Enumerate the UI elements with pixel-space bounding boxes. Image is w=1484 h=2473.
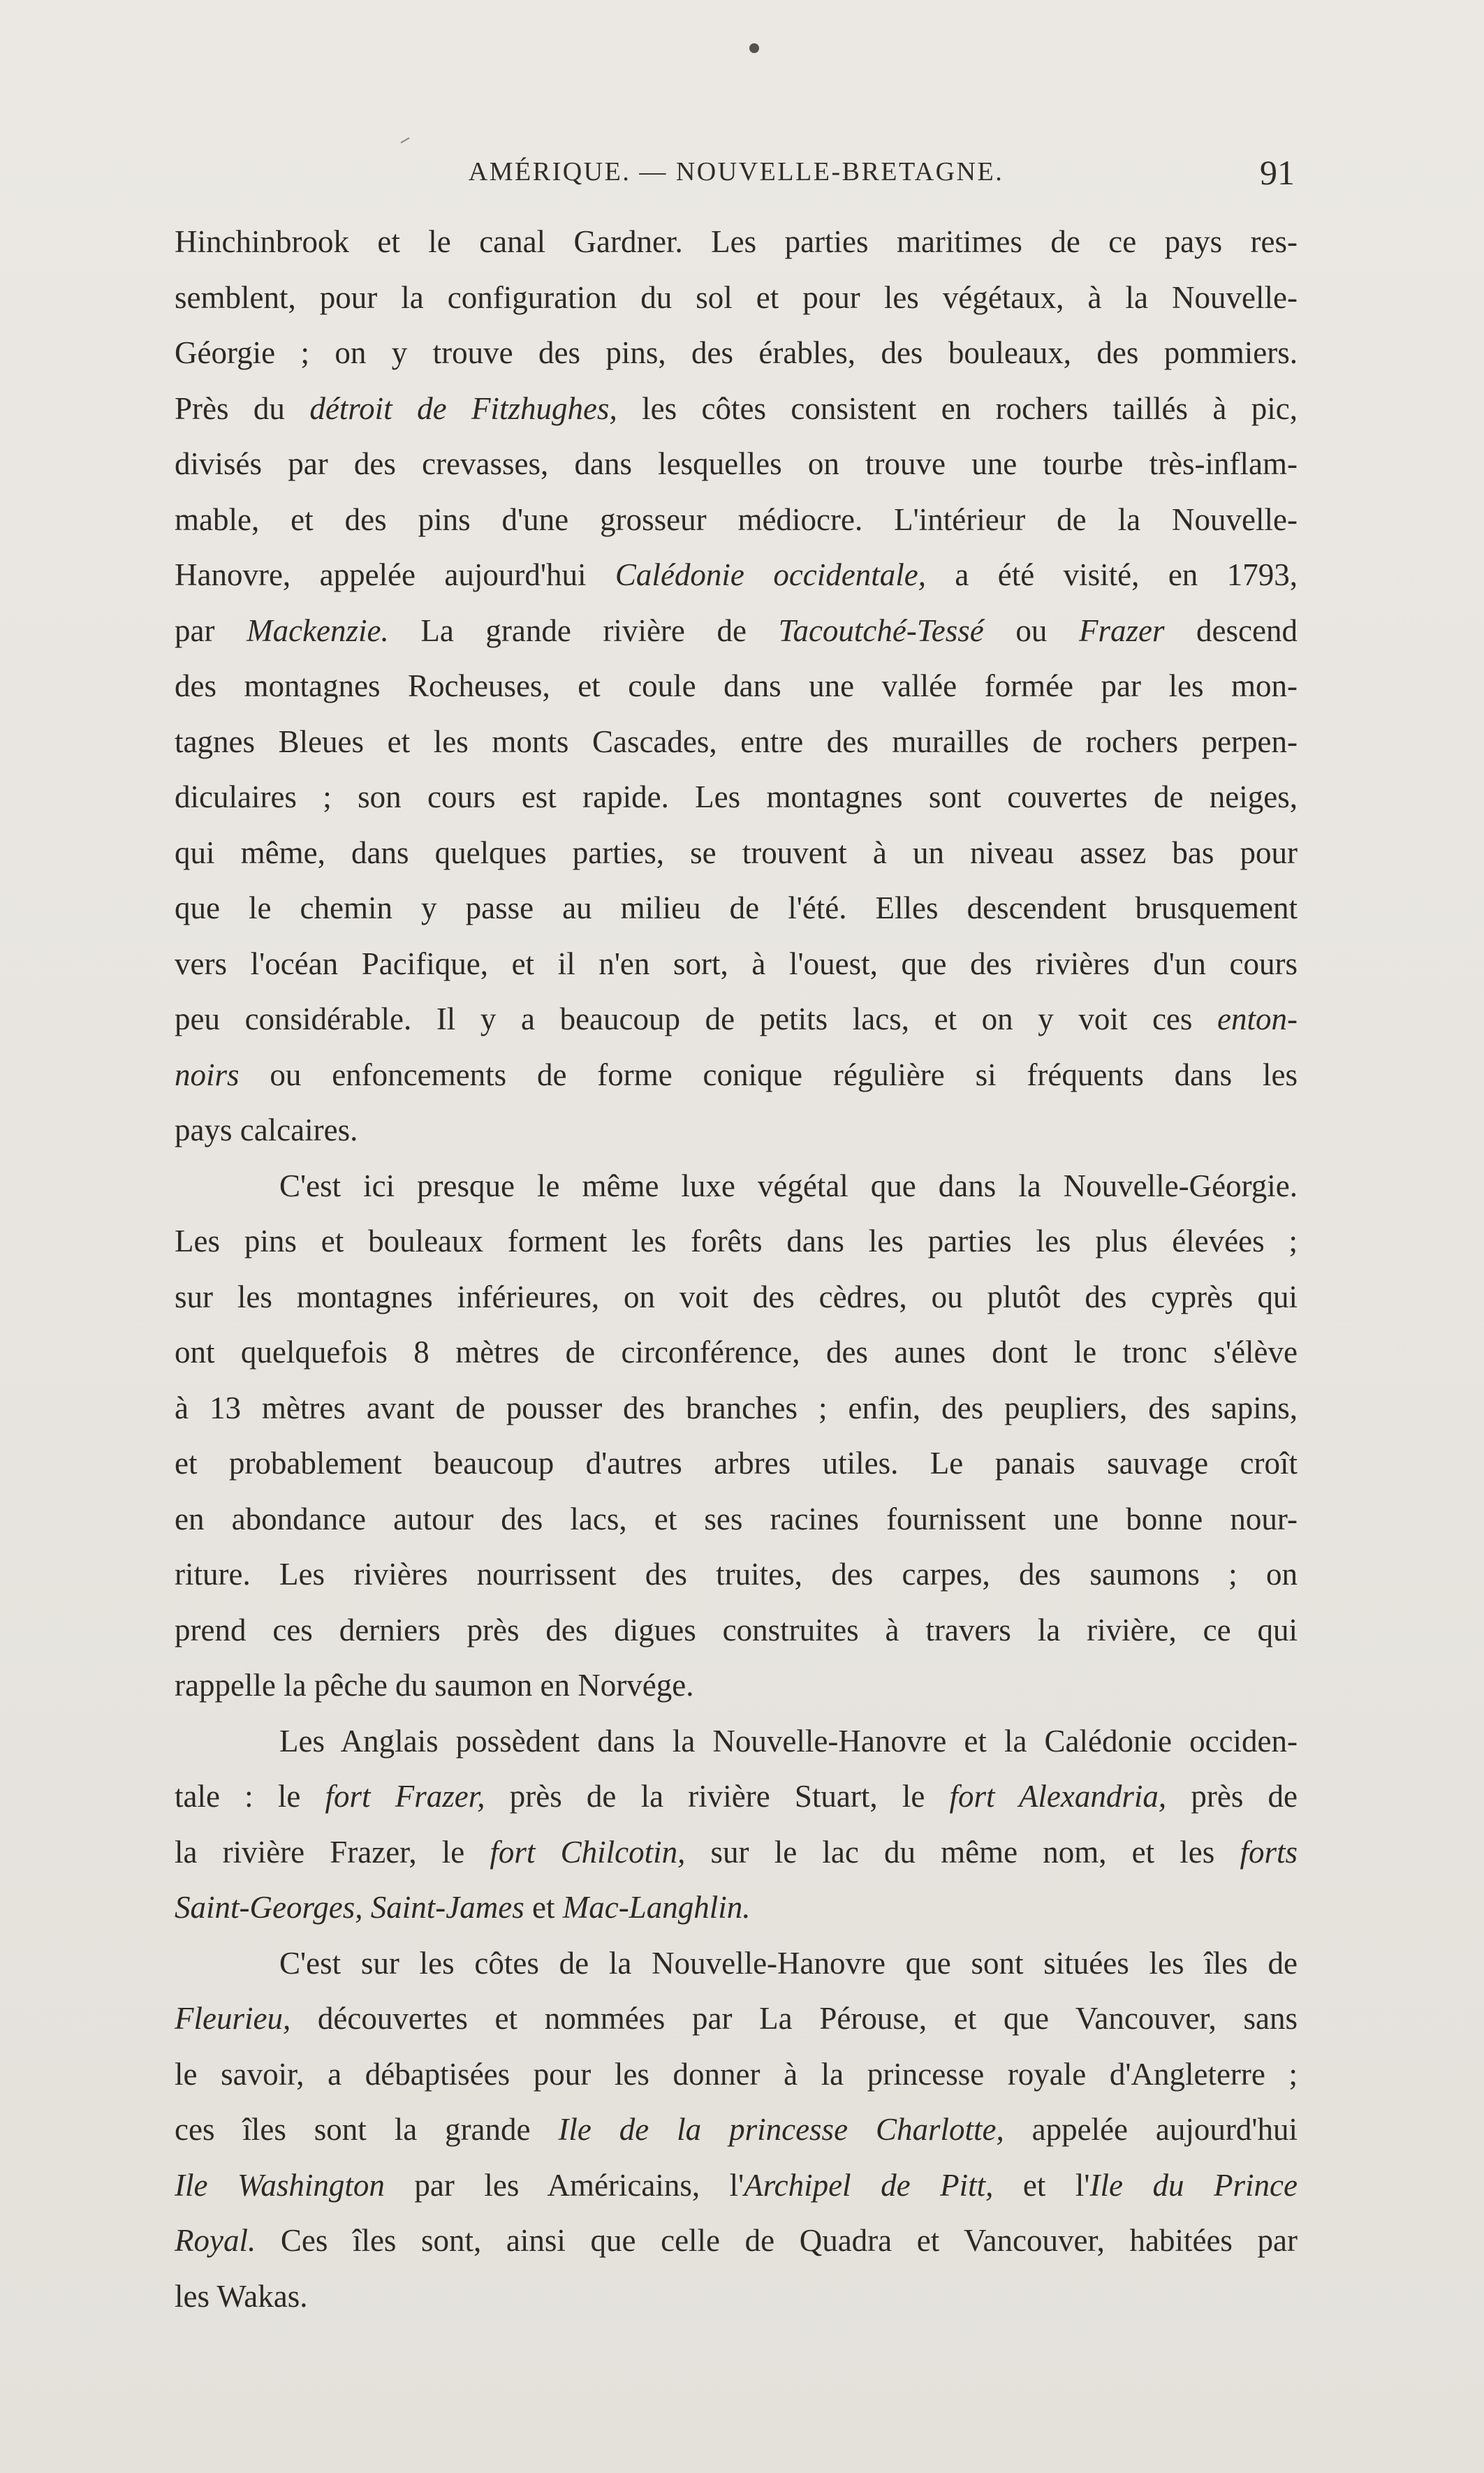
text-line — [175, 1603, 1298, 1659]
text-line — [175, 2158, 1298, 2214]
text-run: ces îles sont la grande — [175, 2112, 559, 2147]
text-line — [175, 2102, 1298, 2158]
body-text — [175, 214, 1298, 2324]
text-run: que le chemin y passe au milieu de l'été. Elles descendent brusquement — [175, 890, 1298, 925]
text-run: Les pins et bouleaux forment les forêts dans les parties les plus élevées ; — [175, 1224, 1298, 1258]
text-run: Hinchinbrook et le canal Gardner. Les parties maritimes de ce pays res- — [175, 224, 1298, 259]
text-run: riture. Les rivières nourrissent des truites, des carpes, des saumons ; on — [175, 1557, 1298, 1592]
text-run: pays calcaires. — [175, 1113, 358, 1147]
text-line — [175, 1159, 1298, 1215]
text-run: peu considérable. Il y a beaucoup de petits lacs, et on y voit ces — [175, 1001, 1218, 1036]
text-run: découvertes et nommées par La Pérouse, et que Vancouver, sans — [291, 2001, 1298, 2036]
text-line — [175, 1769, 1298, 1825]
ink-dot — [749, 43, 759, 53]
italic-run: Ile de la princesse Charlotte, — [558, 2112, 1004, 2147]
text-run: Géorgie ; on y trouve des pins, des érables, des bouleaux, des pommiers. — [175, 335, 1298, 370]
text-run: la rivière Frazer, le — [175, 1834, 490, 1870]
italic-run: Frazer — [1078, 612, 1165, 648]
italic-run: Mac-Langhlin. — [562, 1890, 751, 1925]
text-line — [175, 937, 1298, 992]
text-line — [175, 381, 1298, 437]
text-line — [175, 825, 1298, 881]
running-title: AMÉRIQUE. — NOUVELLE-BRETAGNE. — [468, 157, 1004, 186]
text-run: divisés par des crevasses, dans lesquelles on trouve une tourbe très-inflam- — [175, 446, 1298, 481]
text-run: a été visité, en 1793, — [925, 557, 1298, 592]
italic-run: Tacoutché-Tessé — [778, 612, 984, 648]
text-line — [175, 1103, 1298, 1159]
text-line — [175, 1325, 1298, 1381]
text-line — [175, 659, 1298, 714]
text-line — [175, 770, 1298, 825]
text-line — [175, 2047, 1298, 2103]
text-line — [175, 1714, 1298, 1770]
text-run: à 13 mètres avant de pousser des branches ; enfin, des peupliers, des sapins, — [175, 1390, 1298, 1425]
italic-run: fort Alexandria, — [949, 1779, 1167, 1814]
text-run: rappelle la pêche du saumon en Norvége. — [175, 1668, 694, 1703]
text-run: ont quelquefois 8 mètres de circonférence, des aunes dont le tronc s'élève — [175, 1335, 1298, 1370]
running-head — [175, 152, 1298, 197]
text-line — [175, 1048, 1298, 1103]
italic-run: détroit de Fitzhughes, — [309, 390, 617, 426]
text-run: par les Américains, l' — [384, 2167, 744, 2203]
text-run: les Wakas. — [175, 2278, 308, 2314]
text-line — [175, 1658, 1298, 1714]
italic-run: enton- — [1217, 1001, 1298, 1036]
text-run: et l' — [993, 2167, 1090, 2203]
text-run: Près du — [175, 390, 310, 426]
text-line — [175, 325, 1298, 381]
text-line — [175, 1270, 1298, 1326]
text-run: les côtes consistent en rochers taillés à pic, — [617, 390, 1298, 426]
italic-run: Fleurieu, — [175, 2001, 291, 2036]
text-run: et — [524, 1890, 563, 1925]
text-line — [175, 714, 1298, 770]
text-run: le savoir, a débaptisées pour les donner à la princesse royale d'Angleterre ; — [175, 2056, 1298, 2092]
italic-run: fort Frazer, — [325, 1779, 485, 1814]
text-run: tagnes Bleues et les monts Cascades, entre des murailles de rochers perpen- — [175, 724, 1298, 759]
ink-mark — [400, 138, 409, 144]
text-run: sur les montagnes inférieures, on voit des cèdres, ou plutôt des cyprès qui — [175, 1279, 1298, 1314]
italic-run: Calédonie occidentale, — [615, 557, 926, 592]
text-line — [175, 603, 1298, 659]
italic-run: Royal. — [175, 2223, 256, 2258]
italic-run: Archipel de Pitt, — [744, 2167, 994, 2203]
text-line — [175, 2269, 1298, 2325]
text-run: Hanovre, appelée aujourd'hui — [175, 557, 615, 592]
text-run: tale : le — [175, 1779, 325, 1814]
text-line — [175, 492, 1298, 548]
text-line — [175, 2213, 1298, 2269]
text-run: Ces îles sont, ainsi que celle de Quadra et Vancouver, habitées par — [256, 2223, 1298, 2258]
text-run: semblent, pour la configuration du sol et pour les végétaux, à la Nouvelle- — [175, 279, 1298, 315]
text-line — [175, 214, 1298, 270]
text-line — [175, 881, 1298, 937]
text-run: par — [175, 612, 247, 648]
italic-run: Ile Washington — [175, 2167, 385, 2203]
italic-run: fort Chilcotin, — [490, 1834, 686, 1870]
text-run: C'est sur les côtes de la Nouvelle-Hanovre que sont situées les îles de — [279, 1945, 1298, 1981]
text-run: qui même, dans quelques parties, se trouvent à un niveau assez bas pour — [175, 835, 1298, 870]
text-line — [175, 1880, 1298, 1936]
text-line — [175, 1436, 1298, 1492]
text-run: ou — [983, 612, 1079, 648]
text-run: La grande rivière de — [388, 612, 779, 648]
text-line — [175, 1547, 1298, 1603]
text-run: Les Anglais possèdent dans la Nouvelle-Hanovre et la Calédonie occiden- — [279, 1723, 1298, 1759]
text-run: C'est ici presque le même luxe végétal que dans la Nouvelle-Géorgie. — [279, 1168, 1298, 1203]
text-line — [175, 1991, 1298, 2047]
italic-run: forts — [1240, 1834, 1298, 1870]
text-run: vers l'océan Pacifique, et il n'en sort, à l'ouest, que des rivières d'un cours — [175, 946, 1298, 981]
italic-run: noirs — [175, 1057, 240, 1092]
italic-run: Mackenzie. — [247, 612, 389, 648]
text-run: descend — [1164, 612, 1298, 648]
text-run: sur le lac du même nom, et les — [685, 1834, 1240, 1870]
text-line — [175, 436, 1298, 492]
text-run: près de — [1166, 1779, 1298, 1814]
text-run: en abondance autour des lacs, et ses racines fournissent une bonne nour- — [175, 1501, 1298, 1536]
italic-run: Saint-Georges, Saint-James — [175, 1890, 524, 1925]
text-run: des montagnes Rocheuses, et coule dans une vallée formée par les mon- — [175, 668, 1298, 703]
text-line — [175, 1936, 1298, 1992]
text-run: diculaires ; son cours est rapide. Les montagnes sont couvertes de neiges, — [175, 779, 1298, 814]
text-run: ou enfoncements de forme conique régulière si fréquents dans les — [239, 1057, 1298, 1092]
text-line — [175, 1214, 1298, 1270]
text-run: prend ces derniers près des digues construites à travers la rivière, ce qui — [175, 1612, 1298, 1648]
text-line — [175, 548, 1298, 603]
text-run: mable, et des pins d'une grosseur médiocre. L'intérieur de la Nouvelle- — [175, 501, 1298, 537]
text-line — [175, 270, 1298, 326]
page-number: 91 — [1260, 153, 1295, 192]
text-line — [175, 1381, 1298, 1437]
text-line — [175, 992, 1298, 1048]
text-run: et probablement beaucoup d'autres arbres utiles. Le panais sauvage croît — [175, 1446, 1298, 1481]
text-line — [175, 1825, 1298, 1881]
text-line — [175, 1492, 1298, 1548]
italic-run: Ile du Prince — [1089, 2167, 1298, 2203]
text-run: appelée aujourd'hui — [1004, 2112, 1298, 2147]
text-run: près de la rivière Stuart, le — [485, 1779, 950, 1814]
